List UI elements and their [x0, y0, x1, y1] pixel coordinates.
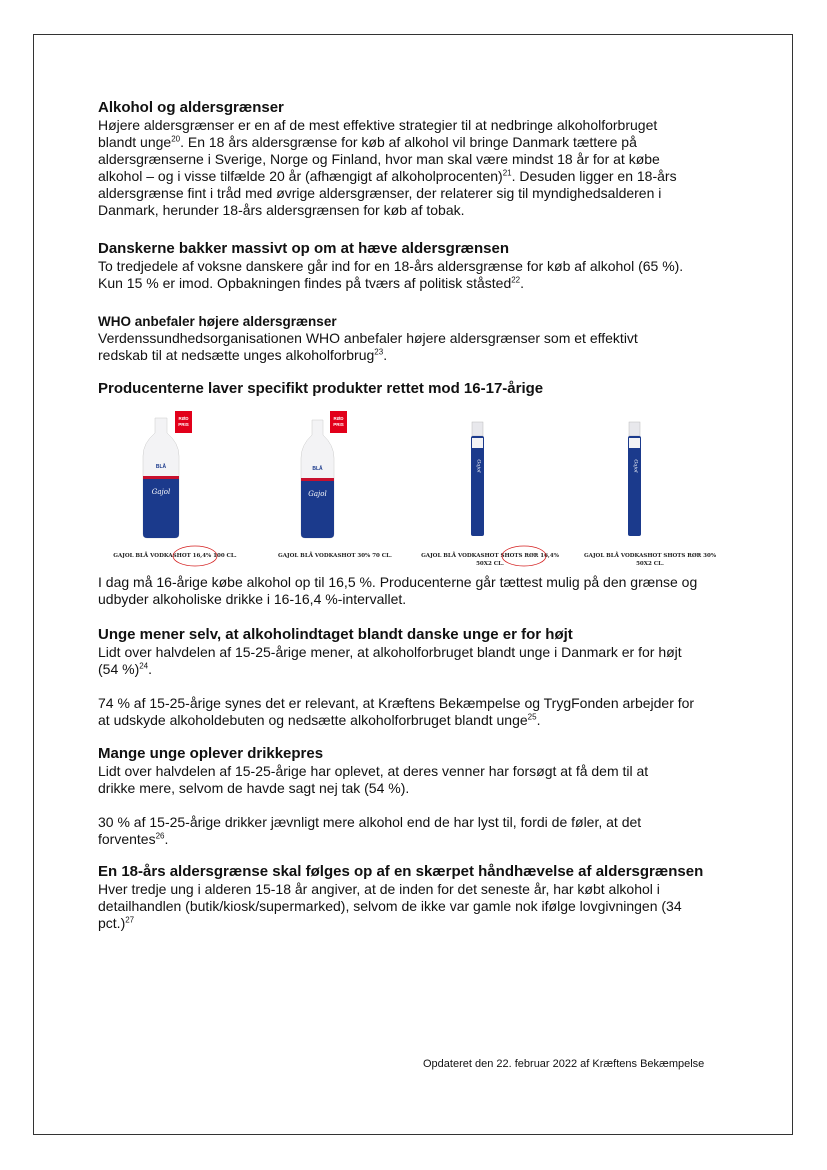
paragraph: Lidt over halvdelen af 15-25-årige mener, at alkoholforbruget blandt unge i Danmark er for højt (54 %)$^{24}$. — [98, 644, 682, 677]
section-producers — [98, 380, 738, 398]
paragraph: To tredjedele af voksne danskere går ind for en 18-års aldersgrænse for køb af alkohol (65 %). Kun 15 % er imod. Opbakningen findes på tværs af politisk ståsted$^{22}$. — [98, 258, 684, 291]
product-caption: GAJOL BLÅ VODKASHOT 16,4% 100 CL. — [113, 553, 237, 559]
paragraph: Højere aldersgrænser er en af de mest effektive strategier til at nedbringe alkoholforbruget blandt unge$^{20}$. En 18 års aldersgrænse for køb af alkohol vil bringe Danmark tættere på aldersgrænserne i Sverige, Norge og Finland, hvor man skal være mindst 18 år for at købe alkohol – og i visse tilfælde 20 år (afhængigt af alkoholprocenten)$^{21}$. Desuden ligger en 18-års aldersgrænse fint i tråd med øvrige aldersgrænser, der relaterer sig til myndighedsalderen i Danmark, herunder 18-års aldersgrænsen for køb af tobak. — [98, 117, 677, 218]
footnote-ref: 24 — [139, 661, 149, 671]
section-public-support — [98, 240, 738, 292]
product-tube-164 — [420, 408, 580, 573]
svg-text:BLÅ: BLÅ — [155, 464, 167, 470]
svg-text:Gajol: Gajol — [151, 488, 171, 496]
section-heading: Producenterne laver specifikt produkter rettet mod 16-17-årige — [98, 380, 544, 397]
highlight-circle — [500, 544, 548, 568]
section-enforcement — [98, 863, 738, 932]
footnote-ref: 20 — [171, 134, 181, 144]
section-heading: Unge mener selv, at alkoholindtaget blandt danske unge er for højt — [98, 626, 573, 643]
footnote-ref: 23 — [374, 347, 384, 357]
footnote-ref: 21 — [502, 168, 512, 178]
highlight-circle — [171, 544, 219, 568]
svg-text:PRIS: PRIS — [178, 422, 189, 427]
footnote-ref: 25 — [527, 712, 537, 722]
product-caption: GAJOL BLÅ VODKASHOT SHOTS RØR 30% 50X2 CL. — [583, 553, 717, 567]
section-heading: Alkohol og aldersgrænser — [98, 99, 284, 116]
paragraph: Verdenssundhedsorganisationen WHO anbefaler højere aldersgrænser som et effektivt redskab til at nedsætte unges alkoholforbrug$^{23}$. — [98, 330, 638, 363]
paragraph: Hver tredje ung i alderen 15-18 år angiver, at de inden for det seneste år, har købt alkohol i detailhandlen (butik/kiosk/supermarked), selvom de ikke var gamle nok ifølge lovgivningen (34 pct.)$^{27}$ — [98, 881, 682, 931]
section-young-opinion — [98, 626, 738, 729]
product-images — [100, 408, 740, 573]
footnote-ref: 27 — [125, 915, 135, 925]
section-heading: En 18-års aldersgrænse skal følges op af en skærpet håndhævelse af aldersgrænsen — [98, 863, 704, 880]
paragraph: 74 % af 15-25-årige synes det er relevant, at Kræftens Bekæmpelse og TrygFonden arbejder for at udskyde alkoholdebuten og nedsætte alkoholforbruget blandt unge$^{25}$. — [98, 695, 695, 728]
section-heading: Mange unge oplever drikkepres — [98, 745, 324, 762]
section-age-limits — [98, 99, 738, 219]
paragraph: I dag må 16-årige købe alkohol op til 16,5 %. Producenterne går tættest mulig på den grænse og udbyder alkoholiske drikke i 16-16,4 %-intervallet. — [98, 574, 698, 607]
section-heading: Danskerne bakker massivt op om at hæve aldersgrænsen — [98, 240, 510, 257]
product-caption: GAJOL BLÅ VODKASHOT 30% 70 CL. — [278, 553, 392, 559]
product-caption: GAJOL BLÅ VODKASHOT SHOTS RØR 16,4% 50X2 CL. — [421, 553, 559, 567]
svg-text:Gajol: Gajol — [308, 490, 327, 498]
section-heading: WHO anbefaler højere aldersgrænser — [98, 314, 337, 329]
product-bottle-30 — [260, 408, 420, 573]
section-producers-text — [98, 574, 738, 608]
svg-text:PRIS: PRIS — [333, 422, 344, 427]
svg-text:RØD: RØD — [178, 416, 189, 421]
svg-text:Gajol: Gajol — [632, 459, 639, 473]
section-drinking-pressure — [98, 745, 738, 848]
svg-text:RØD: RØD — [333, 416, 344, 421]
paragraph: 30 % af 15-25-årige drikker jævnligt mere alkohol end de har lyst til, fordi de føler, at det forventes$^{26}$. — [98, 814, 642, 847]
svg-text:Gajol: Gajol — [475, 459, 482, 473]
footnote-ref: 26 — [155, 831, 165, 841]
section-who — [98, 313, 738, 364]
svg-text:BLÅ: BLÅ — [312, 466, 323, 472]
footer-updated: Opdateret den 22. februar 2022 af Kræftens Bekæmpelse — [423, 1058, 705, 1070]
product-tube-30 — [580, 408, 740, 573]
product-bottle-164 — [100, 408, 260, 573]
footnote-ref: 22 — [511, 275, 521, 285]
paragraph: Lidt over halvdelen af 15-25-årige har oplevet, at deres venner har forsøgt at få dem til at drikke mere, selvom de havde sagt nej tak (54 %). — [98, 763, 649, 796]
